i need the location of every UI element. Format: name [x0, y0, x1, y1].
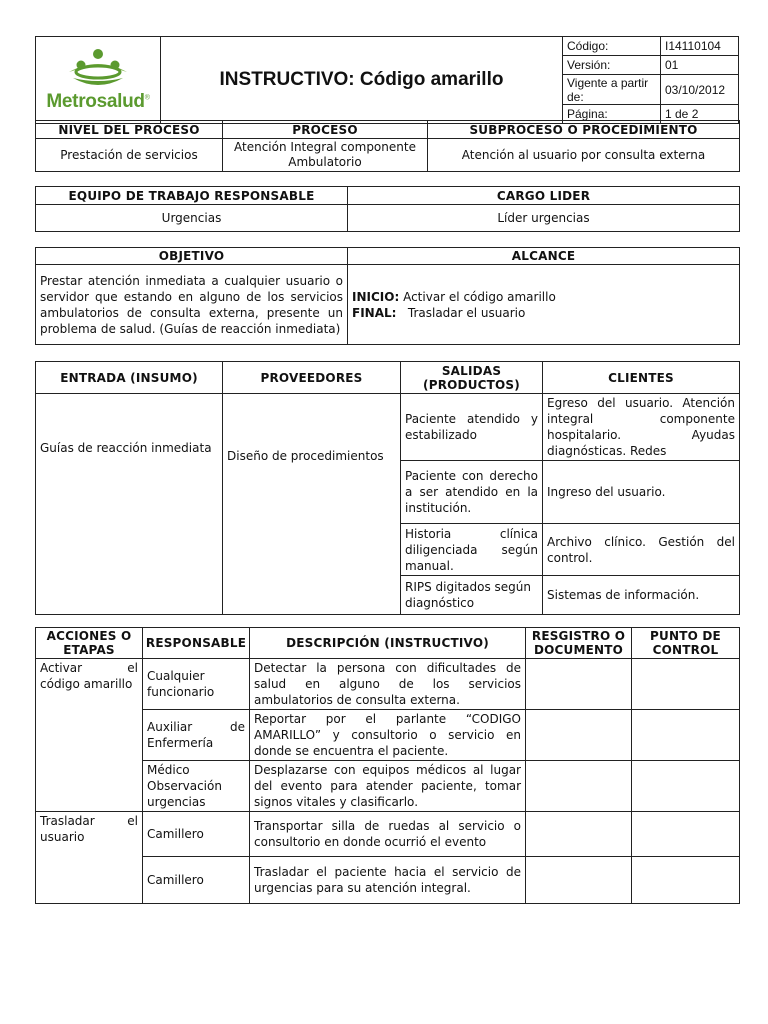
cargo-value: Líder urgencias: [348, 205, 740, 232]
metrosalud-logo-icon: [43, 48, 153, 88]
punto-cell: [632, 710, 740, 761]
meta-key-codigo: Código:: [563, 37, 661, 56]
registro-cell: [526, 659, 632, 710]
entrada-value: Guías de reacción inmediata: [36, 394, 223, 615]
acciones-label: ACCIONES O ETAPAS: [36, 628, 143, 659]
descripcion-cell: Reportar por el parlante “CODIGO AMARILLO” y consultorio o servicio en donde se encuentra el paciente.: [250, 710, 526, 761]
document-title: INSTRUCTIVO: Código amarillo: [161, 37, 563, 124]
salida-cell: Historia clínica diligenciada según manual.: [401, 524, 543, 576]
meta-key-pagina: Página:: [563, 105, 661, 124]
team-table: [35, 186, 740, 232]
equipo-value: Urgencias: [36, 205, 348, 232]
meta-value-codigo: I14110104: [661, 37, 739, 56]
alcance-label: ALCANCE: [348, 248, 740, 265]
objective-table: [35, 247, 740, 345]
punto-label: PUNTO DE CONTROL: [632, 628, 740, 659]
logo-wordmark: Metrosalud®: [46, 90, 150, 112]
responsable-label: RESPONSABLE: [143, 628, 250, 659]
meta-key-vigente: Vigente a partir de:: [563, 75, 661, 105]
descripcion-cell: Trasladar el paciente hacia el servicio de urgencias para su atención integral.: [250, 857, 526, 904]
clientes-label: CLIENTES: [543, 362, 740, 394]
objetivo-text: Prestar atención inmediata a cualquier usuario o servidor que estando en alguno de los servicios ambulatorios de consulta externa, presente un problema de salud. (Guías de reacción inmediata): [36, 265, 348, 345]
nivel-label: NIVEL DEL PROCESO: [36, 121, 223, 139]
final-value: Trasladar el usuario: [407, 305, 526, 320]
meta-key-version: Versión:: [563, 56, 661, 75]
cliente-cell: Egreso del usuario. Atención integral componente hospitalario. Ayudas diagnósticas. Redes: [543, 394, 740, 461]
logo-cell: [36, 37, 161, 124]
cliente-cell: Sistemas de información.: [543, 576, 740, 615]
registro-label: RESGISTRO O DOCUMENTO: [526, 628, 632, 659]
responsable-cell: Camillero: [143, 857, 250, 904]
alcance-final: [352, 305, 735, 321]
meta-value-version: 01: [661, 56, 739, 75]
stage-cell: Trasladar el usuario: [36, 812, 143, 904]
document-header: [35, 36, 739, 124]
proveedores-label: PROVEEDORES: [223, 362, 401, 394]
objetivo-label: OBJETIVO: [36, 248, 348, 265]
salida-cell: RIPS digitados según diagnóstico: [401, 576, 543, 615]
descripcion-label: DESCRIPCIÓN (INSTRUCTIVO): [250, 628, 526, 659]
subproceso-label: SUBPROCESO O PROCEDIMIENTO: [428, 121, 740, 139]
stage-cell: Activar el código amarillo: [36, 659, 143, 812]
punto-cell: [632, 761, 740, 812]
inicio-value: Activar el código amarillo: [403, 289, 556, 304]
registro-cell: [526, 812, 632, 857]
meta-value-pagina: 1 de 2: [661, 105, 739, 124]
equipo-label: EQUIPO DE TRABAJO RESPONSABLE: [36, 187, 348, 205]
registro-cell: [526, 857, 632, 904]
process-table: [35, 120, 740, 172]
proceso-label: PROCESO: [223, 121, 428, 139]
punto-cell: [632, 812, 740, 857]
salida-cell: Paciente atendido y estabilizado: [401, 394, 543, 461]
subproceso-value: Atención al usuario por consulta externa: [428, 139, 740, 172]
inicio-label: INICIO:: [352, 289, 400, 304]
nivel-value: Prestación de servicios: [36, 139, 223, 172]
final-label: FINAL:: [352, 305, 397, 320]
responsable-cell: Cualquier funcionario: [143, 659, 250, 710]
meta-value-vigente: 03/10/2012: [661, 75, 739, 105]
cargo-label: CARGO LIDER: [348, 187, 740, 205]
responsable-cell: Médico Observación urgencias: [143, 761, 250, 812]
proveedores-value: Diseño de procedimientos: [223, 394, 401, 615]
proceso-value: Atención Integral componente Ambulatorio: [223, 139, 428, 172]
responsable-cell: Auxiliar de Enfermería: [143, 710, 250, 761]
salidas-label: SALIDAS (PRODUCTOS): [401, 362, 543, 394]
descripcion-cell: Transportar silla de ruedas al servicio o consultorio en donde ocurrió el evento: [250, 812, 526, 857]
io-table: [35, 361, 740, 615]
cliente-cell: Archivo clínico. Gestión del control.: [543, 524, 740, 576]
descripcion-cell: Desplazarse con equipos médicos al lugar del evento para atender paciente, tomar signos vitales y clasificarlo.: [250, 761, 526, 812]
alcance-inicio: [352, 289, 735, 305]
registro-cell: [526, 761, 632, 812]
responsable-cell: Camillero: [143, 812, 250, 857]
entrada-label: ENTRADA (INSUMO): [36, 362, 223, 394]
punto-cell: [632, 659, 740, 710]
actions-table: [35, 627, 740, 904]
salida-cell: Paciente con derecho a ser atendido en la institución.: [401, 461, 543, 524]
cliente-cell: Ingreso del usuario.: [543, 461, 740, 524]
descripcion-cell: Detectar la persona con dificultades de salud en alguno de los servicios ambulatorios de consulta externa.: [250, 659, 526, 710]
registro-cell: [526, 710, 632, 761]
punto-cell: [632, 857, 740, 904]
alcance-body: [348, 265, 740, 345]
